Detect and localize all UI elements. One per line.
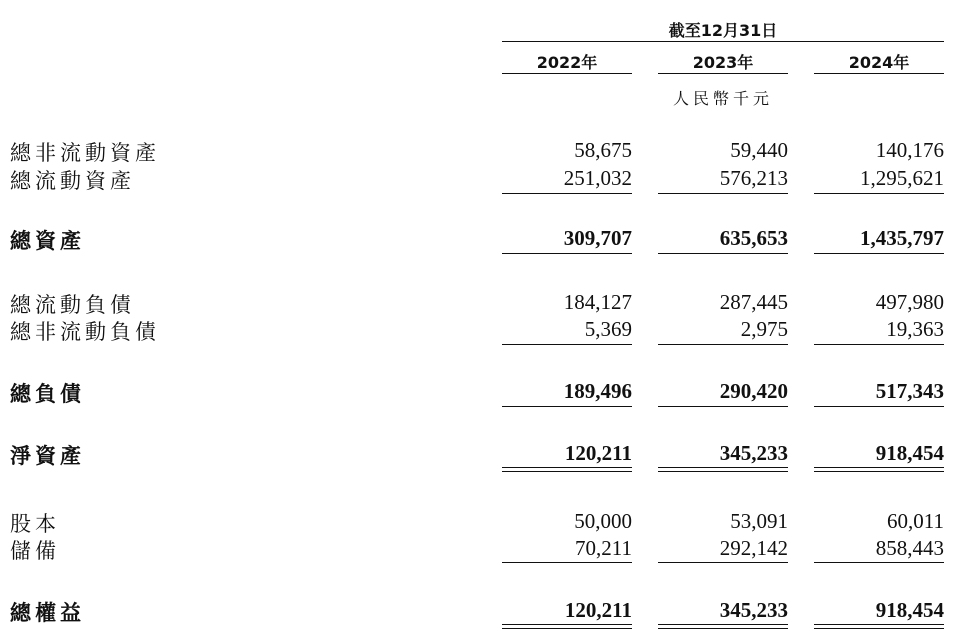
- year-underline-2023: [658, 73, 788, 74]
- cell-2023: 576,213: [719, 166, 788, 190]
- cell-2024: 1,295,621: [860, 166, 944, 190]
- cell-2024: 19,363: [886, 317, 944, 341]
- total-rule: [502, 406, 632, 407]
- row-label-share-capital: 股本: [10, 512, 60, 536]
- double-rule: [658, 624, 788, 629]
- cell-2022: 251,032: [563, 166, 632, 190]
- cell-2022: 50,000: [574, 509, 632, 533]
- cell-2023: 290,420: [719, 379, 788, 403]
- cell-2023: 345,233: [719, 441, 788, 465]
- year-underline-2022: [502, 73, 632, 74]
- row-label-total-equity: 總權益: [10, 601, 85, 625]
- subtotal-rule: [502, 344, 632, 345]
- cell-2023: 53,091: [730, 509, 788, 533]
- cell-2022: 120,211: [564, 441, 632, 465]
- double-rule: [814, 624, 944, 629]
- subtotal-rule: [814, 562, 944, 563]
- cell-2024: 60,011: [887, 509, 944, 533]
- cell-2024: 1,435,797: [860, 226, 944, 250]
- double-rule: [658, 467, 788, 472]
- row-label-reserves: 儲備: [10, 539, 60, 563]
- cell-2022: 189,496: [563, 379, 632, 403]
- row-label-total-current-assets: 總流動資產: [10, 169, 135, 193]
- cell-2024: 858,443: [875, 536, 944, 560]
- cell-2022: 70,211: [575, 536, 632, 560]
- row-label-net-assets: 淨資產: [10, 444, 85, 468]
- cell-2024: 918,454: [875, 598, 944, 622]
- cell-2022: 184,127: [563, 290, 632, 314]
- subtotal-rule: [658, 344, 788, 345]
- cell-2022: 58,675: [574, 138, 632, 162]
- cell-2023: 59,440: [730, 138, 788, 162]
- cell-2022: 120,211: [564, 598, 632, 622]
- subtotal-rule: [814, 344, 944, 345]
- subtotal-rule: [502, 193, 632, 194]
- cell-2023: 287,445: [719, 290, 788, 314]
- cell-2023: 2,975: [740, 317, 788, 341]
- cell-2024: 517,343: [875, 379, 944, 403]
- cell-2022: 5,369: [584, 317, 632, 341]
- row-label-total-non-current-assets: 總非流動資產: [10, 141, 160, 165]
- subtotal-rule: [658, 193, 788, 194]
- row-label-total-liabilities: 總負債: [10, 382, 85, 406]
- cell-2023: 292,142: [719, 536, 788, 560]
- double-rule: [814, 467, 944, 472]
- cell-2023: 635,653: [719, 226, 788, 250]
- total-rule: [814, 406, 944, 407]
- year-underline-2024: [814, 73, 944, 74]
- double-rule: [502, 624, 632, 629]
- year-header-2022: 2022年: [536, 53, 598, 72]
- cell-2024: 497,980: [875, 290, 944, 314]
- year-header-2024: 2024年: [848, 53, 910, 72]
- total-rule: [502, 253, 632, 254]
- cell-2024: 140,176: [875, 138, 944, 162]
- subtotal-rule: [502, 562, 632, 563]
- subtotal-rule: [814, 193, 944, 194]
- total-rule: [814, 253, 944, 254]
- currency-unit: 人民幣千元: [672, 89, 773, 108]
- subtotal-rule: [658, 562, 788, 563]
- total-rule: [658, 253, 788, 254]
- cell-2022: 309,707: [563, 226, 632, 250]
- cell-2023: 345,233: [719, 598, 788, 622]
- cell-2024: 918,454: [875, 441, 944, 465]
- double-rule: [502, 467, 632, 472]
- period-header: 截至12月31日: [668, 21, 778, 40]
- period-underline: [502, 41, 944, 42]
- row-label-total-non-current-liabilities: 總非流動負債: [10, 320, 160, 344]
- year-header-2023: 2023年: [692, 53, 754, 72]
- total-rule: [658, 406, 788, 407]
- row-label-total-assets: 總資產: [10, 229, 85, 253]
- row-label-total-current-liabilities: 總流動負債: [10, 293, 135, 317]
